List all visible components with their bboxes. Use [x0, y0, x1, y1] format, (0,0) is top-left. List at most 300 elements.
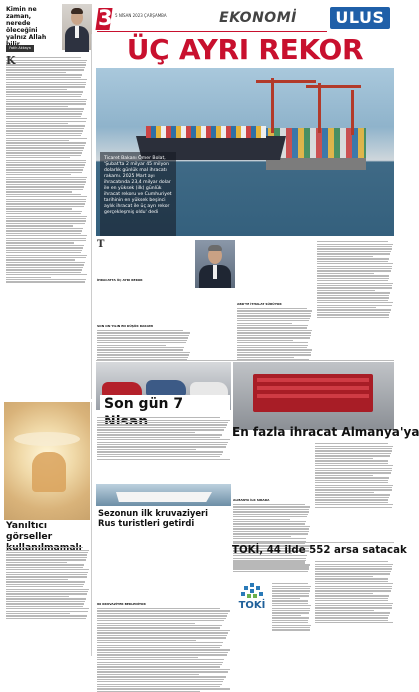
text-line	[315, 620, 388, 621]
columnist-author-badge	[6, 45, 34, 52]
text-line	[97, 347, 184, 348]
text-line	[6, 60, 87, 61]
text-line	[97, 422, 228, 423]
text-line	[272, 588, 310, 589]
text-line	[317, 268, 392, 269]
text-line	[97, 456, 220, 457]
text-line	[233, 511, 309, 512]
text-line	[6, 606, 83, 607]
text-line	[237, 310, 312, 311]
text-line	[272, 612, 309, 613]
text-line	[6, 262, 85, 263]
columnist-author: Fatih Akkaya	[9, 46, 31, 50]
text-line	[6, 57, 81, 58]
text-line	[97, 654, 227, 655]
text-line	[315, 492, 374, 493]
text-line	[317, 287, 392, 288]
text-line	[315, 502, 388, 503]
subhead-kruvaziyer: 80 KRUVAZİYER BEKLENİYOR	[97, 602, 146, 607]
text-line	[97, 337, 188, 338]
text-line	[6, 199, 86, 200]
text-line	[97, 439, 230, 440]
text-line	[97, 354, 189, 355]
text-line	[6, 196, 87, 197]
text-line	[315, 568, 392, 569]
text-line	[272, 625, 311, 626]
text-line	[97, 437, 220, 438]
text-line	[97, 635, 227, 636]
text-line	[6, 615, 87, 616]
text-line	[97, 618, 226, 619]
text-line	[6, 611, 88, 612]
text-line	[315, 622, 393, 623]
text-line	[6, 255, 87, 256]
text-line	[6, 567, 83, 568]
text-line	[317, 261, 388, 262]
text-line	[233, 519, 290, 520]
text-line	[6, 238, 86, 239]
story-body-kruvaziyer	[97, 530, 231, 656]
text-line	[233, 533, 308, 534]
newspaper-logo-text: ULUS	[335, 8, 385, 27]
text-line	[6, 96, 81, 97]
text-line	[97, 420, 230, 421]
text-line	[272, 627, 310, 628]
columnist-title-line: zaman,	[6, 13, 32, 20]
text-line	[6, 135, 81, 136]
text-line	[233, 566, 309, 567]
text-line	[6, 564, 84, 565]
text-line	[315, 455, 390, 456]
text-line	[97, 442, 228, 443]
text-line	[317, 302, 393, 303]
text-line	[97, 657, 198, 658]
text-line	[6, 230, 82, 231]
subhead-ihracat: İHRACATTA ÜÇ AYRI REKOR	[97, 278, 143, 283]
text-line	[6, 91, 83, 92]
text-line	[315, 588, 392, 589]
text-line	[6, 67, 85, 68]
text-line	[97, 686, 220, 687]
text-line	[315, 450, 392, 451]
text-line	[317, 305, 392, 306]
text-line	[97, 357, 188, 358]
text-line	[6, 581, 85, 582]
text-line	[315, 504, 393, 505]
text-line	[237, 340, 293, 341]
text-line	[6, 608, 89, 609]
text-line	[317, 275, 389, 276]
columnist-title-line: Kimin ne	[6, 6, 37, 13]
columnist-photo	[62, 4, 92, 50]
text-line	[6, 618, 86, 619]
text-line	[6, 247, 83, 248]
text-line	[315, 598, 388, 599]
text-line	[6, 593, 87, 594]
text-line	[317, 295, 389, 296]
text-line	[272, 600, 308, 601]
text-line	[315, 482, 388, 483]
text-line	[97, 608, 220, 609]
text-line	[97, 459, 230, 460]
text-line	[315, 470, 392, 471]
text-line	[6, 225, 73, 226]
text-line	[6, 574, 87, 575]
text-line	[6, 184, 85, 185]
text-line	[237, 325, 308, 326]
toki-logo-text: TOKİ	[238, 600, 266, 611]
text-line	[97, 666, 220, 667]
text-line	[317, 297, 389, 298]
text-line	[97, 332, 190, 333]
text-line	[6, 264, 84, 265]
text-line	[315, 497, 389, 498]
text-line	[237, 337, 310, 338]
text-line	[317, 278, 389, 279]
text-line	[317, 270, 391, 271]
text-line	[237, 330, 312, 331]
text-line	[272, 586, 311, 587]
text-line	[315, 583, 393, 584]
text-line	[317, 314, 389, 315]
text-line	[97, 681, 223, 682]
page-number: 3	[98, 6, 113, 30]
text-line	[315, 475, 373, 476]
text-line	[6, 101, 86, 102]
text-line	[97, 674, 199, 675]
text-line	[272, 593, 309, 594]
text-line	[317, 283, 393, 284]
text-line	[6, 130, 83, 131]
text-line	[237, 357, 294, 358]
text-line	[6, 216, 87, 217]
text-line	[237, 315, 311, 316]
story-body-almanya-2	[315, 442, 394, 540]
text-line	[237, 332, 311, 333]
text-line	[317, 263, 393, 264]
text-line	[315, 595, 389, 596]
text-line	[6, 589, 89, 590]
text-line	[6, 123, 68, 124]
text-line	[6, 281, 85, 282]
text-line	[237, 342, 308, 343]
text-line	[6, 177, 87, 178]
text-line	[315, 576, 373, 577]
text-line	[317, 253, 390, 254]
text-line	[6, 108, 84, 109]
text-line	[315, 494, 390, 495]
text-line	[97, 645, 222, 646]
text-line	[6, 613, 70, 614]
text-line	[233, 561, 305, 562]
text-line	[237, 323, 292, 324]
text-line	[6, 242, 74, 243]
text-line	[315, 460, 388, 461]
text-line	[233, 514, 308, 515]
text-line	[315, 489, 392, 490]
text-line	[97, 676, 226, 677]
newspaper-logo	[330, 7, 390, 29]
story-body-toki-3	[315, 560, 394, 656]
subhead-ab: ALMANYA İLK SIRADA	[233, 498, 270, 503]
columnist-body-text: K	[6, 56, 88, 391]
story-headline-kruvaziyer-line: Sezonun ilk kruvaziyeri	[98, 508, 209, 518]
story-column-2	[237, 240, 313, 358]
text-line	[6, 147, 84, 148]
text-line	[6, 562, 67, 563]
text-line	[97, 662, 223, 663]
text-line	[237, 347, 307, 348]
text-line	[237, 320, 309, 321]
text-line	[6, 603, 84, 604]
columnist-divider	[91, 34, 92, 399]
story-headline-kruvaziyer	[98, 508, 232, 528]
text-line	[6, 74, 82, 75]
toki-divider	[233, 542, 394, 543]
text-line	[315, 605, 392, 606]
text-line	[317, 309, 391, 310]
text-line	[317, 273, 374, 274]
text-line	[317, 246, 392, 247]
text-line	[97, 620, 224, 621]
story-headline-kruvaziyer-line: Rus turistleri getirdi	[98, 518, 195, 528]
text-line	[6, 152, 82, 153]
text-line	[317, 280, 388, 281]
text-line	[233, 506, 310, 507]
text-line	[6, 245, 84, 246]
text-line	[315, 610, 374, 611]
text-line	[97, 432, 195, 433]
story-headline-almanya: En fazla ihracat Almanya'ya	[232, 425, 419, 439]
text-line	[97, 613, 228, 614]
text-line	[272, 608, 310, 609]
text-line	[97, 454, 222, 455]
text-line	[97, 615, 227, 616]
text-line	[6, 191, 72, 192]
text-line	[6, 233, 81, 234]
text-line	[317, 317, 389, 318]
cruise-photo	[96, 484, 231, 506]
text-line	[237, 313, 311, 314]
text-line	[97, 630, 230, 631]
text-line	[315, 468, 392, 469]
text-line	[6, 157, 70, 158]
text-line	[6, 279, 86, 280]
text-line	[97, 679, 224, 680]
text-line	[97, 427, 226, 428]
text-line	[97, 349, 183, 350]
text-line	[6, 223, 85, 224]
text-line	[315, 477, 389, 478]
text-line	[97, 632, 228, 633]
text-line	[6, 257, 86, 258]
text-line	[97, 446, 226, 447]
text-line	[6, 186, 84, 187]
text-line	[315, 600, 388, 601]
text-line	[6, 72, 66, 73]
text-line	[272, 583, 308, 584]
text-line	[315, 573, 390, 574]
text-line	[6, 220, 86, 221]
text-line	[97, 417, 220, 418]
text-line	[97, 429, 224, 430]
text-line	[315, 615, 389, 616]
text-line	[6, 203, 85, 204]
text-line	[272, 617, 309, 618]
text-line	[6, 118, 87, 119]
text-line	[6, 89, 67, 90]
text-line	[6, 116, 81, 117]
text-line	[315, 458, 373, 459]
text-line	[233, 564, 310, 565]
text-line	[6, 272, 81, 273]
text-line	[97, 642, 223, 643]
subhead-abd: ABD'YE İTHALAT SÜRÜYOR	[237, 302, 282, 307]
text-line	[6, 106, 68, 107]
text-line	[6, 550, 89, 551]
text-line	[97, 444, 227, 445]
text-line	[6, 77, 81, 78]
text-line	[6, 206, 84, 207]
text-line	[6, 164, 85, 165]
text-line	[6, 145, 85, 146]
text-line	[6, 277, 51, 278]
text-line	[97, 451, 223, 452]
photo-caption-box	[100, 152, 176, 236]
text-line	[315, 607, 392, 608]
text-line	[272, 595, 309, 596]
text-line	[97, 434, 222, 435]
text-line	[6, 113, 82, 114]
text-line	[315, 485, 393, 486]
text-line	[272, 629, 310, 630]
text-line	[233, 568, 309, 569]
text-line	[317, 251, 391, 252]
text-line	[315, 581, 388, 582]
subhead-son-yil: SON ON YILIN EN DÜŞÜK RAKAMI	[97, 324, 154, 329]
story-headline-toki: TOKİ, 44 ilde 552 arsa satacak	[232, 545, 407, 556]
text-line	[6, 211, 82, 212]
text-line	[315, 446, 393, 447]
text-line	[6, 547, 83, 548]
text-line	[233, 538, 306, 539]
text-line	[315, 586, 392, 587]
text-line	[237, 349, 312, 350]
text-line	[6, 138, 87, 139]
text-line	[6, 559, 86, 560]
text-line	[97, 625, 222, 626]
text-line	[6, 252, 81, 253]
text-line	[233, 521, 306, 522]
text-line	[233, 504, 305, 505]
story-body-almanya-1	[233, 442, 311, 540]
text-line	[315, 507, 392, 508]
text-line	[6, 274, 87, 275]
text-line	[315, 487, 392, 488]
text-line	[237, 318, 310, 319]
text-line	[315, 561, 388, 562]
text-line	[237, 335, 311, 336]
text-line	[237, 327, 307, 328]
text-line	[97, 659, 224, 660]
text-line	[317, 292, 390, 293]
text-line	[315, 480, 388, 481]
text-line	[6, 140, 69, 141]
text-line	[233, 523, 305, 524]
text-line	[317, 266, 392, 267]
text-line	[6, 235, 87, 236]
text-line	[97, 352, 190, 353]
text-line	[6, 569, 89, 570]
text-line	[6, 269, 82, 270]
text-line	[315, 603, 393, 604]
text-line	[315, 463, 388, 464]
text-line	[315, 593, 373, 594]
text-line	[6, 557, 87, 558]
text-line	[6, 160, 86, 161]
text-line	[6, 174, 71, 175]
text-line	[6, 94, 82, 95]
text-line	[272, 622, 308, 623]
text-line	[6, 259, 75, 260]
ai-photo	[4, 402, 90, 520]
text-line	[272, 590, 310, 591]
text-line	[97, 330, 183, 331]
text-line	[6, 579, 68, 580]
story-body-nisan	[97, 416, 231, 482]
text-line	[6, 598, 86, 599]
text-line	[97, 449, 196, 450]
text-line	[315, 499, 388, 500]
text-line	[315, 566, 392, 567]
text-line	[233, 531, 309, 532]
text-line	[6, 167, 84, 168]
text-line	[6, 99, 87, 100]
text-line	[272, 610, 310, 611]
page-date: 5 NİSAN 2023 ÇARŞAMBA	[115, 13, 167, 18]
text-line	[6, 596, 69, 597]
text-line	[6, 69, 84, 70]
text-line	[97, 637, 226, 638]
text-line	[233, 526, 310, 527]
text-line	[97, 649, 230, 650]
text-line	[315, 472, 391, 473]
text-line	[272, 615, 301, 616]
text-line	[6, 162, 86, 163]
minister-photo	[195, 240, 235, 288]
text-line	[6, 82, 86, 83]
text-line	[317, 285, 392, 286]
text-line	[6, 218, 86, 219]
text-line	[6, 240, 86, 241]
story-headline-nisan: Son gün 7	[100, 395, 230, 431]
text-line	[97, 671, 228, 672]
text-line	[317, 241, 388, 242]
text-line	[6, 125, 85, 126]
text-line	[315, 612, 390, 613]
text-line	[97, 610, 230, 611]
text-line	[6, 189, 83, 190]
text-line	[317, 244, 393, 245]
text-line	[6, 576, 87, 577]
story-body-toki-2	[272, 582, 311, 656]
text-line	[97, 424, 227, 425]
text-line	[97, 640, 196, 641]
text-line	[317, 256, 373, 257]
text-line	[6, 86, 85, 87]
text-line	[6, 228, 83, 229]
text-line	[237, 345, 308, 346]
